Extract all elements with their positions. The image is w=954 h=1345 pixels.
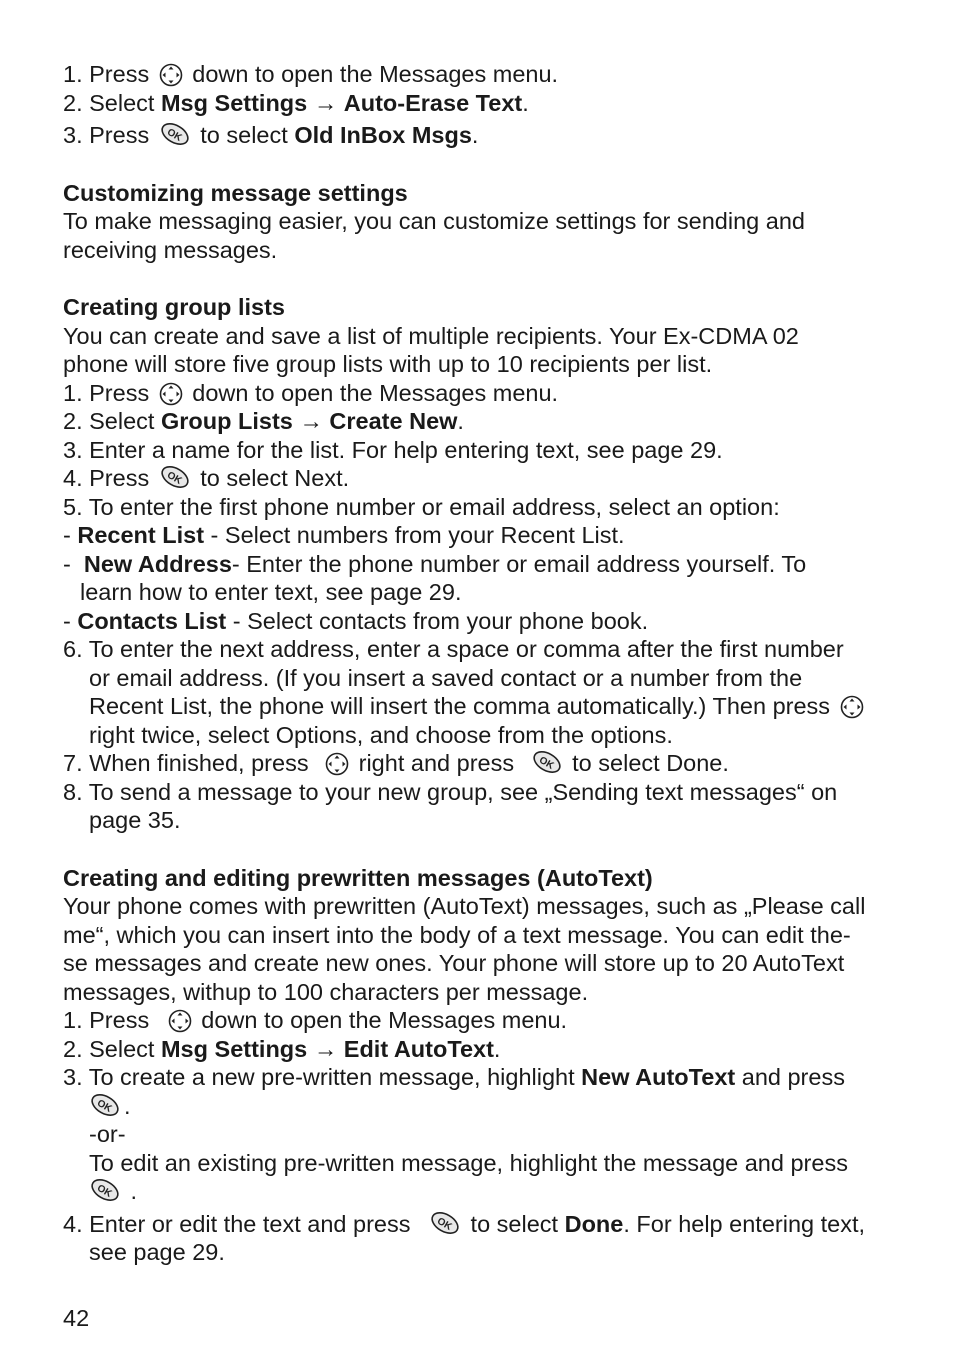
menu-item-name: Msg Settings (160, 1035, 308, 1062)
step-text: . For help entering text, (623, 1210, 866, 1237)
step-line (63, 1210, 893, 1239)
step-text: down to open the Messages menu. (192, 61, 559, 87)
navigation-key-icon (159, 63, 183, 87)
step-text: 7. When finished, press (63, 750, 309, 776)
step-line (63, 1177, 893, 1206)
menu-item-name: Group Lists (160, 408, 293, 434)
step-line: 8. To send a message to your new group, see „Sending text messages“ on (63, 778, 838, 805)
navigation-key-icon (168, 1009, 192, 1033)
step-line: see page 29. (89, 1239, 225, 1265)
step-line (63, 1035, 893, 1064)
step-text: 3. To create a new pre-written message, highlight (63, 1064, 575, 1090)
menu-item-name: Auto-Erase Text (343, 89, 523, 116)
option-line (63, 607, 893, 636)
step-line (63, 749, 893, 778)
menu-item-name: Old InBox Msgs (294, 122, 472, 148)
menu-item-name: Done (564, 1210, 624, 1237)
paragraph-line: Your phone comes with prewritten (AutoText) messages, such as „Please call (63, 893, 866, 919)
option-name: Recent List (77, 522, 205, 548)
step-text: . (493, 1035, 501, 1062)
step-line (63, 464, 893, 493)
step-text: down to open the Messages menu. (201, 1007, 568, 1033)
step-line (63, 379, 893, 408)
step-text: 4. Enter or edit the text and press (63, 1210, 411, 1237)
step-line: 5. To enter the first phone number or email address, select an option: (63, 493, 780, 520)
section-heading: Creating group lists (63, 294, 285, 320)
step-text: . (130, 1178, 138, 1204)
paragraph-line: You can create and save a list of multiple recipients. Your Ex-CDMA 02 (63, 322, 799, 349)
option-text: learn how to enter text, see page 29. (80, 579, 462, 605)
step-text: 2. Select (63, 408, 155, 434)
arrow-icon: → (313, 89, 338, 116)
manual-page (63, 60, 893, 1267)
bullet: - (63, 550, 84, 577)
paragraph-line: me“, which you can insert into the body of a text message. You can edit the- (63, 921, 851, 948)
paragraph-line: receiving messages. (63, 236, 278, 263)
option-name: New Address (83, 550, 232, 577)
step-text: 1. Press (63, 1007, 150, 1033)
step-text: . (522, 89, 529, 116)
step-line: 3. Enter a name for the list. For help entering text, see page 29. (63, 436, 723, 463)
step-text: 1. Press (63, 379, 150, 406)
paragraph-line: messages, withup to 100 characters per message. (63, 978, 589, 1005)
step-line (63, 1063, 893, 1092)
ok-key-icon (159, 122, 191, 148)
step-text: to select Next. (200, 465, 350, 491)
step-line: or email address. (If you insert a saved contact or a number from the (89, 664, 803, 691)
navigation-key-icon (840, 695, 864, 719)
step-text: to select (470, 1210, 559, 1237)
page-number: 42 (63, 1305, 90, 1331)
option-text: - Enter the phone number or email address yourself. To (231, 550, 807, 577)
option-name: Contacts List (77, 607, 227, 634)
step-text: and press (741, 1064, 845, 1090)
step-line: 6. To enter the next address, enter a space or comma after the first number (63, 636, 844, 662)
step-text: down to open the Messages menu. (192, 379, 559, 406)
step-text: to select Done. (572, 750, 729, 776)
step-text: to select (200, 122, 288, 148)
section-heading: Customizing message settings (63, 179, 408, 206)
navigation-key-icon (159, 382, 183, 406)
step-line (63, 1092, 893, 1121)
step-line (63, 692, 893, 721)
step-text: 2. Select (63, 1035, 155, 1062)
step-line: right twice, select Options, and choose from the options. (89, 721, 673, 748)
step-text: Recent List, the phone will insert the comma automatically.) Then press (89, 693, 831, 719)
bullet: - (63, 522, 78, 548)
option-text: - Select numbers from your Recent List. (204, 522, 625, 548)
step-line (63, 60, 893, 89)
ok-key-icon (89, 1093, 121, 1119)
or-separator: -or- (89, 1121, 126, 1147)
step-text: . (471, 122, 479, 148)
option-text: - Select contacts from your phone book. (226, 607, 649, 634)
step-text: 3. Press (63, 122, 150, 148)
step-line: page 35. (89, 807, 181, 833)
menu-item-name: Msg Settings (160, 89, 308, 116)
step-line (63, 89, 893, 118)
step-line (63, 1006, 893, 1035)
step-line (63, 407, 893, 436)
section-heading: Creating and editing prewritten messages (AutoText) (63, 864, 653, 891)
step-line (63, 121, 893, 150)
step-text: 2. Select (63, 89, 155, 116)
ok-key-icon (159, 465, 191, 491)
arrow-icon: → (299, 408, 323, 434)
paragraph-line: phone will store five group lists with up to 10 recipients per list. (63, 351, 713, 377)
navigation-key-icon (325, 752, 349, 776)
arrow-icon: → (313, 1035, 338, 1062)
menu-item-name: New AutoText (581, 1064, 736, 1090)
step-line: To edit an existing pre-written message, highlight the message and press (89, 1149, 848, 1176)
bullet: - (63, 607, 78, 634)
step-text: 4. Press (63, 465, 150, 491)
paragraph-line: se messages and create new ones. Your phone will store up to 20 AutoText (63, 950, 845, 976)
menu-item-name: Create New (329, 408, 458, 434)
step-text: . (124, 1092, 131, 1119)
step-text: right and press (358, 750, 515, 776)
step-text: 1. Press (63, 61, 150, 87)
step-text: . (457, 408, 464, 434)
option-line (63, 521, 893, 550)
ok-key-icon (89, 1178, 121, 1204)
menu-item-name: Edit AutoText (343, 1035, 494, 1062)
ok-key-icon (429, 1211, 461, 1237)
option-line (63, 550, 893, 579)
ok-key-icon (531, 750, 563, 776)
paragraph-line: To make messaging easier, you can customize settings for sending and (63, 208, 805, 234)
